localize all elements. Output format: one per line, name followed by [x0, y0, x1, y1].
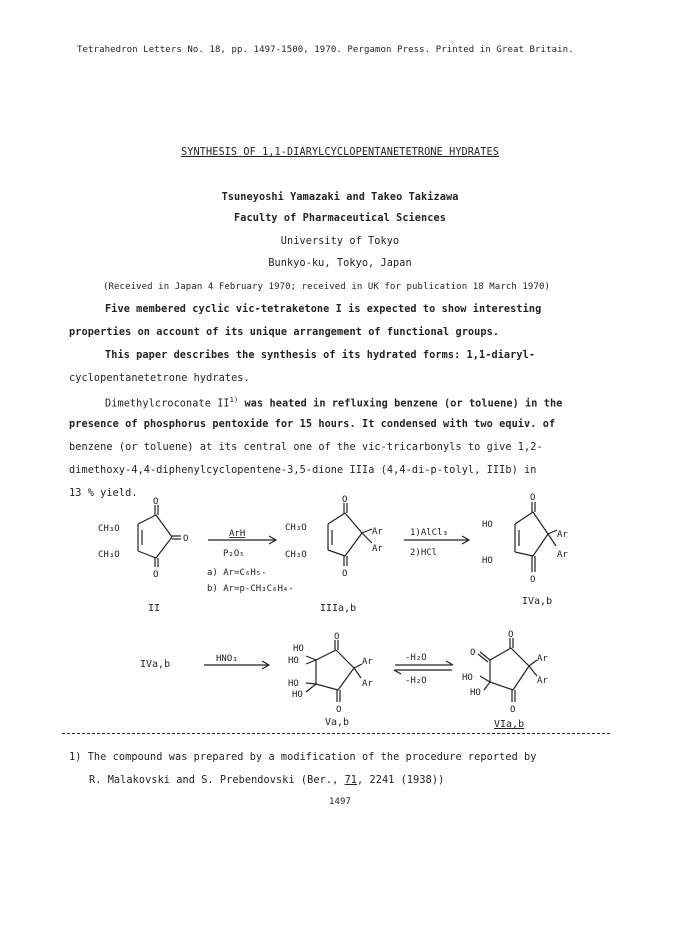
body-p3-line1-start: Dimethylcroconate II — [105, 398, 230, 410]
affiliation-line-3: Bunkyo-ku, Tokyo, Japan — [268, 258, 412, 269]
body-p2-line2: cyclopentanetetrone hydrates. — [69, 373, 250, 384]
label-IV-start: IVa,b — [140, 659, 171, 670]
condition-a: a) Ar=C₆H₅- — [207, 568, 267, 578]
label-II: II — [148, 603, 161, 614]
label-V: Va,b — [325, 717, 350, 728]
reagent-p2o5: P₂O₅ — [223, 549, 245, 559]
VI-ho-1: HO — [462, 673, 473, 683]
page-number: 1497 — [328, 797, 352, 807]
authors: Tsuneyoshi Yamazaki and Takeo Takizawa — [221, 192, 459, 203]
V-ho-3: HO — [288, 679, 299, 689]
II-ch3o-top: CH₃O — [98, 524, 120, 534]
III-oxygen-bottom: O — [342, 569, 348, 579]
label-III: IIIa,b — [320, 603, 357, 614]
III-ch3o-top: CH₃O — [285, 523, 307, 533]
minus-h2o-top: -H₂O — [405, 653, 427, 663]
body-p3-line1-end: was heated in refluxing benzene (or toluene) in the — [238, 398, 563, 410]
footnote-ref: 1) — [229, 396, 239, 404]
body-p3-line5: 13 % yield. — [69, 488, 138, 499]
VI-ar-2: Ar — [537, 676, 548, 686]
compound-III-structure — [328, 503, 372, 566]
V-ho-1: HO — [293, 644, 304, 654]
VI-ar-1: Ar — [537, 654, 548, 664]
IV-ar-1: Ar — [557, 530, 568, 540]
IV-ho-bottom: HO — [482, 556, 493, 566]
compound-II-structure — [138, 505, 181, 567]
compound-VI-structure — [478, 638, 537, 702]
compound-V-structure — [306, 640, 362, 702]
body-p3-line2: presence of phosphorus pentoxide for 15 hours. It condensed with two equiv. of — [69, 419, 556, 430]
IV-ar-2: Ar — [557, 550, 568, 560]
VI-oxygen-bottom: O — [510, 705, 516, 715]
IV-ho-top: HO — [482, 520, 493, 530]
reagent-alcl3: 1)AlCl₃ — [410, 528, 448, 538]
body-p2-line1: This paper describes the synthesis of its hydrated forms: 1,1-diaryl- — [105, 350, 536, 361]
IV-oxygen-bottom: O — [530, 575, 536, 585]
footnote-line-2 — [89, 775, 444, 786]
III-oxygen-top: O — [342, 495, 348, 505]
body-p3-line4: dimethoxy-4,4-diphenylcyclopentene-3,5-dione IIIa (4,4-di-p-tolyl, IIIb) in — [69, 465, 537, 476]
label-VI: VIa,b — [494, 719, 525, 730]
III-ar-2: Ar — [372, 544, 383, 554]
minus-h2o-bottom: -H₂O — [405, 676, 427, 686]
VI-ho-2: HO — [470, 688, 481, 698]
III-ch3o-bottom: CH₃O — [285, 550, 307, 560]
label-IV: IVa,b — [522, 596, 553, 607]
reagent-arh: ArH — [229, 529, 246, 539]
footnote-volume: 71 — [344, 775, 358, 786]
reagent-hcl: 2)HCl — [410, 548, 438, 558]
compound-IV-structure — [515, 502, 557, 572]
reagent-hno3: HNO₃ — [216, 654, 238, 664]
V-oxygen-bottom: O — [336, 705, 342, 715]
V-ar-2: Ar — [362, 679, 373, 689]
footnote-pages: , 2241 (1938)) — [357, 775, 445, 786]
affiliation-line-2: University of Tokyo — [280, 236, 400, 247]
VI-oxygen-left: O — [470, 648, 476, 658]
footnote-authors: R. Malakovski and S. Prebendovski (Ber., — [89, 775, 345, 786]
II-oxygen-top: O — [153, 497, 159, 507]
footnote-separator — [62, 733, 610, 734]
received-dates: (Received in Japan 4 February 1970; received in UK for publication 18 March 1970) — [103, 282, 550, 292]
paper-title: SYNTHESIS OF 1,1-DIARYLCYCLOPENTANETETRONE HYDRATES — [181, 147, 499, 158]
condition-b: b) Ar=p-CH₃C₆H₄- — [207, 584, 294, 594]
II-oxygen-bottom: O — [153, 570, 159, 580]
body-p3-line3: benzene (or toluene) at its central one of the vic-tricarbonyls to give 1,2- — [69, 442, 543, 453]
II-oxygen-right: O — [183, 534, 189, 544]
body-p1-line2: properties on account of its unique arrangement of functional groups. — [69, 327, 500, 338]
VI-oxygen-top: O — [508, 630, 514, 640]
footnote-line-1: 1) The compound was prepared by a modification of the procedure reported by — [69, 752, 537, 763]
V-ho-4: HO — [292, 690, 303, 700]
II-ch3o-bottom: CH₃O — [98, 550, 120, 560]
affiliation-line-1: Faculty of Pharmaceutical Sciences — [234, 213, 446, 224]
V-oxygen-top: O — [334, 632, 340, 642]
IV-oxygen-top: O — [530, 493, 536, 503]
III-ar-1: Ar — [372, 527, 383, 537]
journal-header: Tetrahedron Letters No. 18, pp. 1497-1500, 1970. Pergamon Press. Printed in Great Britain. — [77, 45, 574, 55]
body-p1-line1: Five membered cyclic vic-tetraketone I is expected to show interesting — [105, 304, 542, 315]
V-ho-2: HO — [288, 656, 299, 666]
V-ar-1: Ar — [362, 657, 373, 667]
